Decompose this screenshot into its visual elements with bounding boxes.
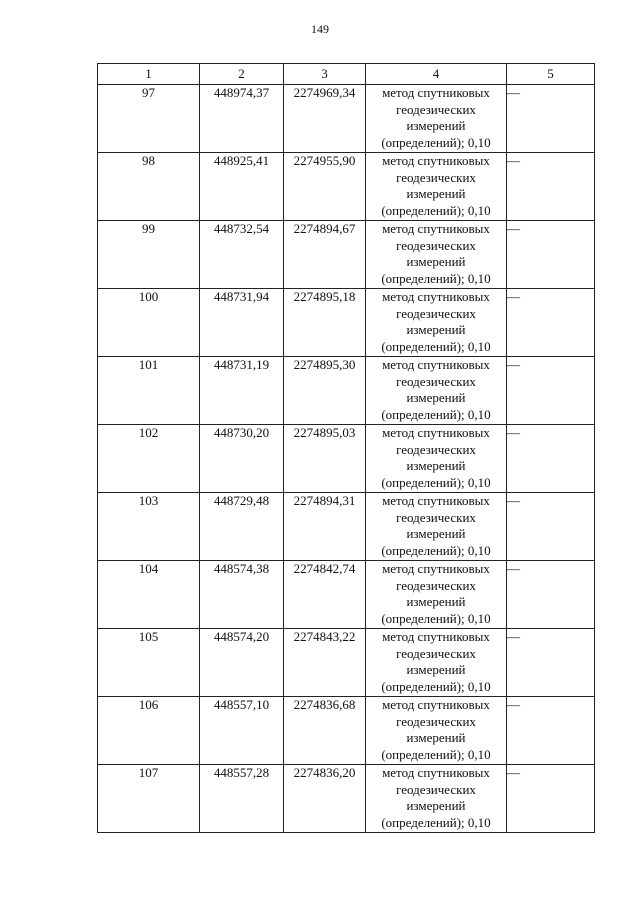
method-line: измерений	[406, 390, 466, 405]
method-cell	[366, 425, 507, 493]
point-number-cell: 107	[98, 765, 200, 833]
method-line: метод спутниковых	[382, 697, 490, 712]
method-line: метод спутниковых	[382, 289, 490, 304]
note-cell: —	[507, 221, 595, 289]
method-line: геодезических	[396, 781, 476, 797]
table-row	[98, 221, 595, 289]
method-line: измерений	[406, 118, 466, 133]
coordinates-table	[97, 63, 595, 833]
coordinate-x-cell: 448574,38	[200, 561, 284, 629]
note-cell: —	[507, 153, 595, 221]
note-cell: —	[507, 357, 595, 425]
method-line: геодезических	[396, 305, 476, 321]
note-cell: —	[507, 697, 595, 765]
method-line: метод спутниковых	[382, 425, 490, 440]
method-line: геодезических	[396, 373, 476, 389]
method-line: геодезических	[396, 441, 476, 457]
method-line: геодезических	[396, 713, 476, 729]
method-cell	[366, 561, 507, 629]
method-line: метод спутниковых	[382, 153, 490, 168]
table-row	[98, 357, 595, 425]
table-header-row	[98, 64, 595, 85]
method-line: (определений); 0,10	[381, 746, 491, 762]
coordinate-x-cell: 448925,41	[200, 153, 284, 221]
method-line: геодезических	[396, 509, 476, 525]
coordinate-x-cell: 448574,20	[200, 629, 284, 697]
table-body	[98, 85, 595, 833]
method-line: метод спутниковых	[382, 357, 490, 372]
method-line: (определений); 0,10	[381, 406, 491, 422]
method-line: измерений	[406, 594, 466, 609]
point-number-cell: 104	[98, 561, 200, 629]
table-row	[98, 765, 595, 833]
method-line: измерений	[406, 526, 466, 541]
method-line: измерений	[406, 322, 466, 337]
method-line: метод спутниковых	[382, 221, 490, 236]
point-number-cell: 98	[98, 153, 200, 221]
table-row	[98, 561, 595, 629]
point-number-cell: 106	[98, 697, 200, 765]
point-number-cell: 101	[98, 357, 200, 425]
note-cell: —	[507, 629, 595, 697]
coordinate-y-cell: 2274969,34	[284, 85, 366, 153]
method-line: геодезических	[396, 645, 476, 661]
coordinate-x-cell: 448974,37	[200, 85, 284, 153]
coordinate-y-cell: 2274836,68	[284, 697, 366, 765]
coordinate-y-cell: 2274894,31	[284, 493, 366, 561]
point-number-cell: 99	[98, 221, 200, 289]
note-cell: —	[507, 493, 595, 561]
method-line: измерений	[406, 798, 466, 813]
method-line: геодезических	[396, 577, 476, 593]
method-line: измерений	[406, 662, 466, 677]
table-row	[98, 697, 595, 765]
note-cell: —	[507, 561, 595, 629]
table-row	[98, 153, 595, 221]
method-line: (определений); 0,10	[381, 542, 491, 558]
method-line: (определений); 0,10	[381, 134, 491, 150]
method-cell	[366, 765, 507, 833]
point-number-cell: 100	[98, 289, 200, 357]
method-cell	[366, 153, 507, 221]
coordinate-y-cell: 2274894,67	[284, 221, 366, 289]
method-cell	[366, 289, 507, 357]
method-line: измерений	[406, 458, 466, 473]
method-line: метод спутниковых	[382, 765, 490, 780]
coordinate-y-cell: 2274843,22	[284, 629, 366, 697]
header-col-2: 2	[200, 64, 284, 85]
method-line: (определений); 0,10	[381, 202, 491, 218]
method-line: измерений	[406, 254, 466, 269]
method-cell	[366, 697, 507, 765]
coordinate-y-cell: 2274895,30	[284, 357, 366, 425]
method-line: метод спутниковых	[382, 493, 490, 508]
method-line: (определений); 0,10	[381, 610, 491, 626]
point-number-cell: 103	[98, 493, 200, 561]
table-row	[98, 629, 595, 697]
method-line: метод спутниковых	[382, 85, 490, 100]
method-cell	[366, 493, 507, 561]
coordinate-y-cell: 2274955,90	[284, 153, 366, 221]
method-line: (определений); 0,10	[381, 678, 491, 694]
header-col-4: 4	[366, 64, 507, 85]
header-col-3: 3	[284, 64, 366, 85]
header-col-1: 1	[98, 64, 200, 85]
method-cell	[366, 629, 507, 697]
note-cell: —	[507, 85, 595, 153]
method-line: (определений); 0,10	[381, 338, 491, 354]
coordinate-x-cell: 448730,20	[200, 425, 284, 493]
coordinate-x-cell: 448731,94	[200, 289, 284, 357]
coordinate-y-cell: 2274895,18	[284, 289, 366, 357]
note-cell: —	[507, 289, 595, 357]
header-col-5: 5	[507, 64, 595, 85]
method-cell	[366, 357, 507, 425]
coordinate-x-cell: 448732,54	[200, 221, 284, 289]
method-line: геодезических	[396, 169, 476, 185]
point-number-cell: 105	[98, 629, 200, 697]
note-cell: —	[507, 765, 595, 833]
note-cell: —	[507, 425, 595, 493]
method-line: измерений	[406, 730, 466, 745]
method-line: (определений); 0,10	[381, 270, 491, 286]
coordinate-x-cell: 448729,48	[200, 493, 284, 561]
method-line: (определений); 0,10	[381, 814, 491, 830]
table-row	[98, 425, 595, 493]
page-number: 149	[311, 22, 329, 36]
table-row	[98, 85, 595, 153]
table-row	[98, 289, 595, 357]
coordinate-y-cell: 2274895,03	[284, 425, 366, 493]
method-line: метод спутниковых	[382, 629, 490, 644]
coordinate-x-cell: 448557,28	[200, 765, 284, 833]
point-number-cell: 102	[98, 425, 200, 493]
coordinate-x-cell: 448731,19	[200, 357, 284, 425]
table-row	[98, 493, 595, 561]
coordinate-y-cell: 2274836,20	[284, 765, 366, 833]
coordinate-y-cell: 2274842,74	[284, 561, 366, 629]
method-line: геодезических	[396, 237, 476, 253]
method-line: метод спутниковых	[382, 561, 490, 576]
method-line: (определений); 0,10	[381, 474, 491, 490]
method-cell	[366, 85, 507, 153]
method-line: геодезических	[396, 101, 476, 117]
point-number-cell: 97	[98, 85, 200, 153]
method-line: измерений	[406, 186, 466, 201]
coordinate-x-cell: 448557,10	[200, 697, 284, 765]
method-cell	[366, 221, 507, 289]
